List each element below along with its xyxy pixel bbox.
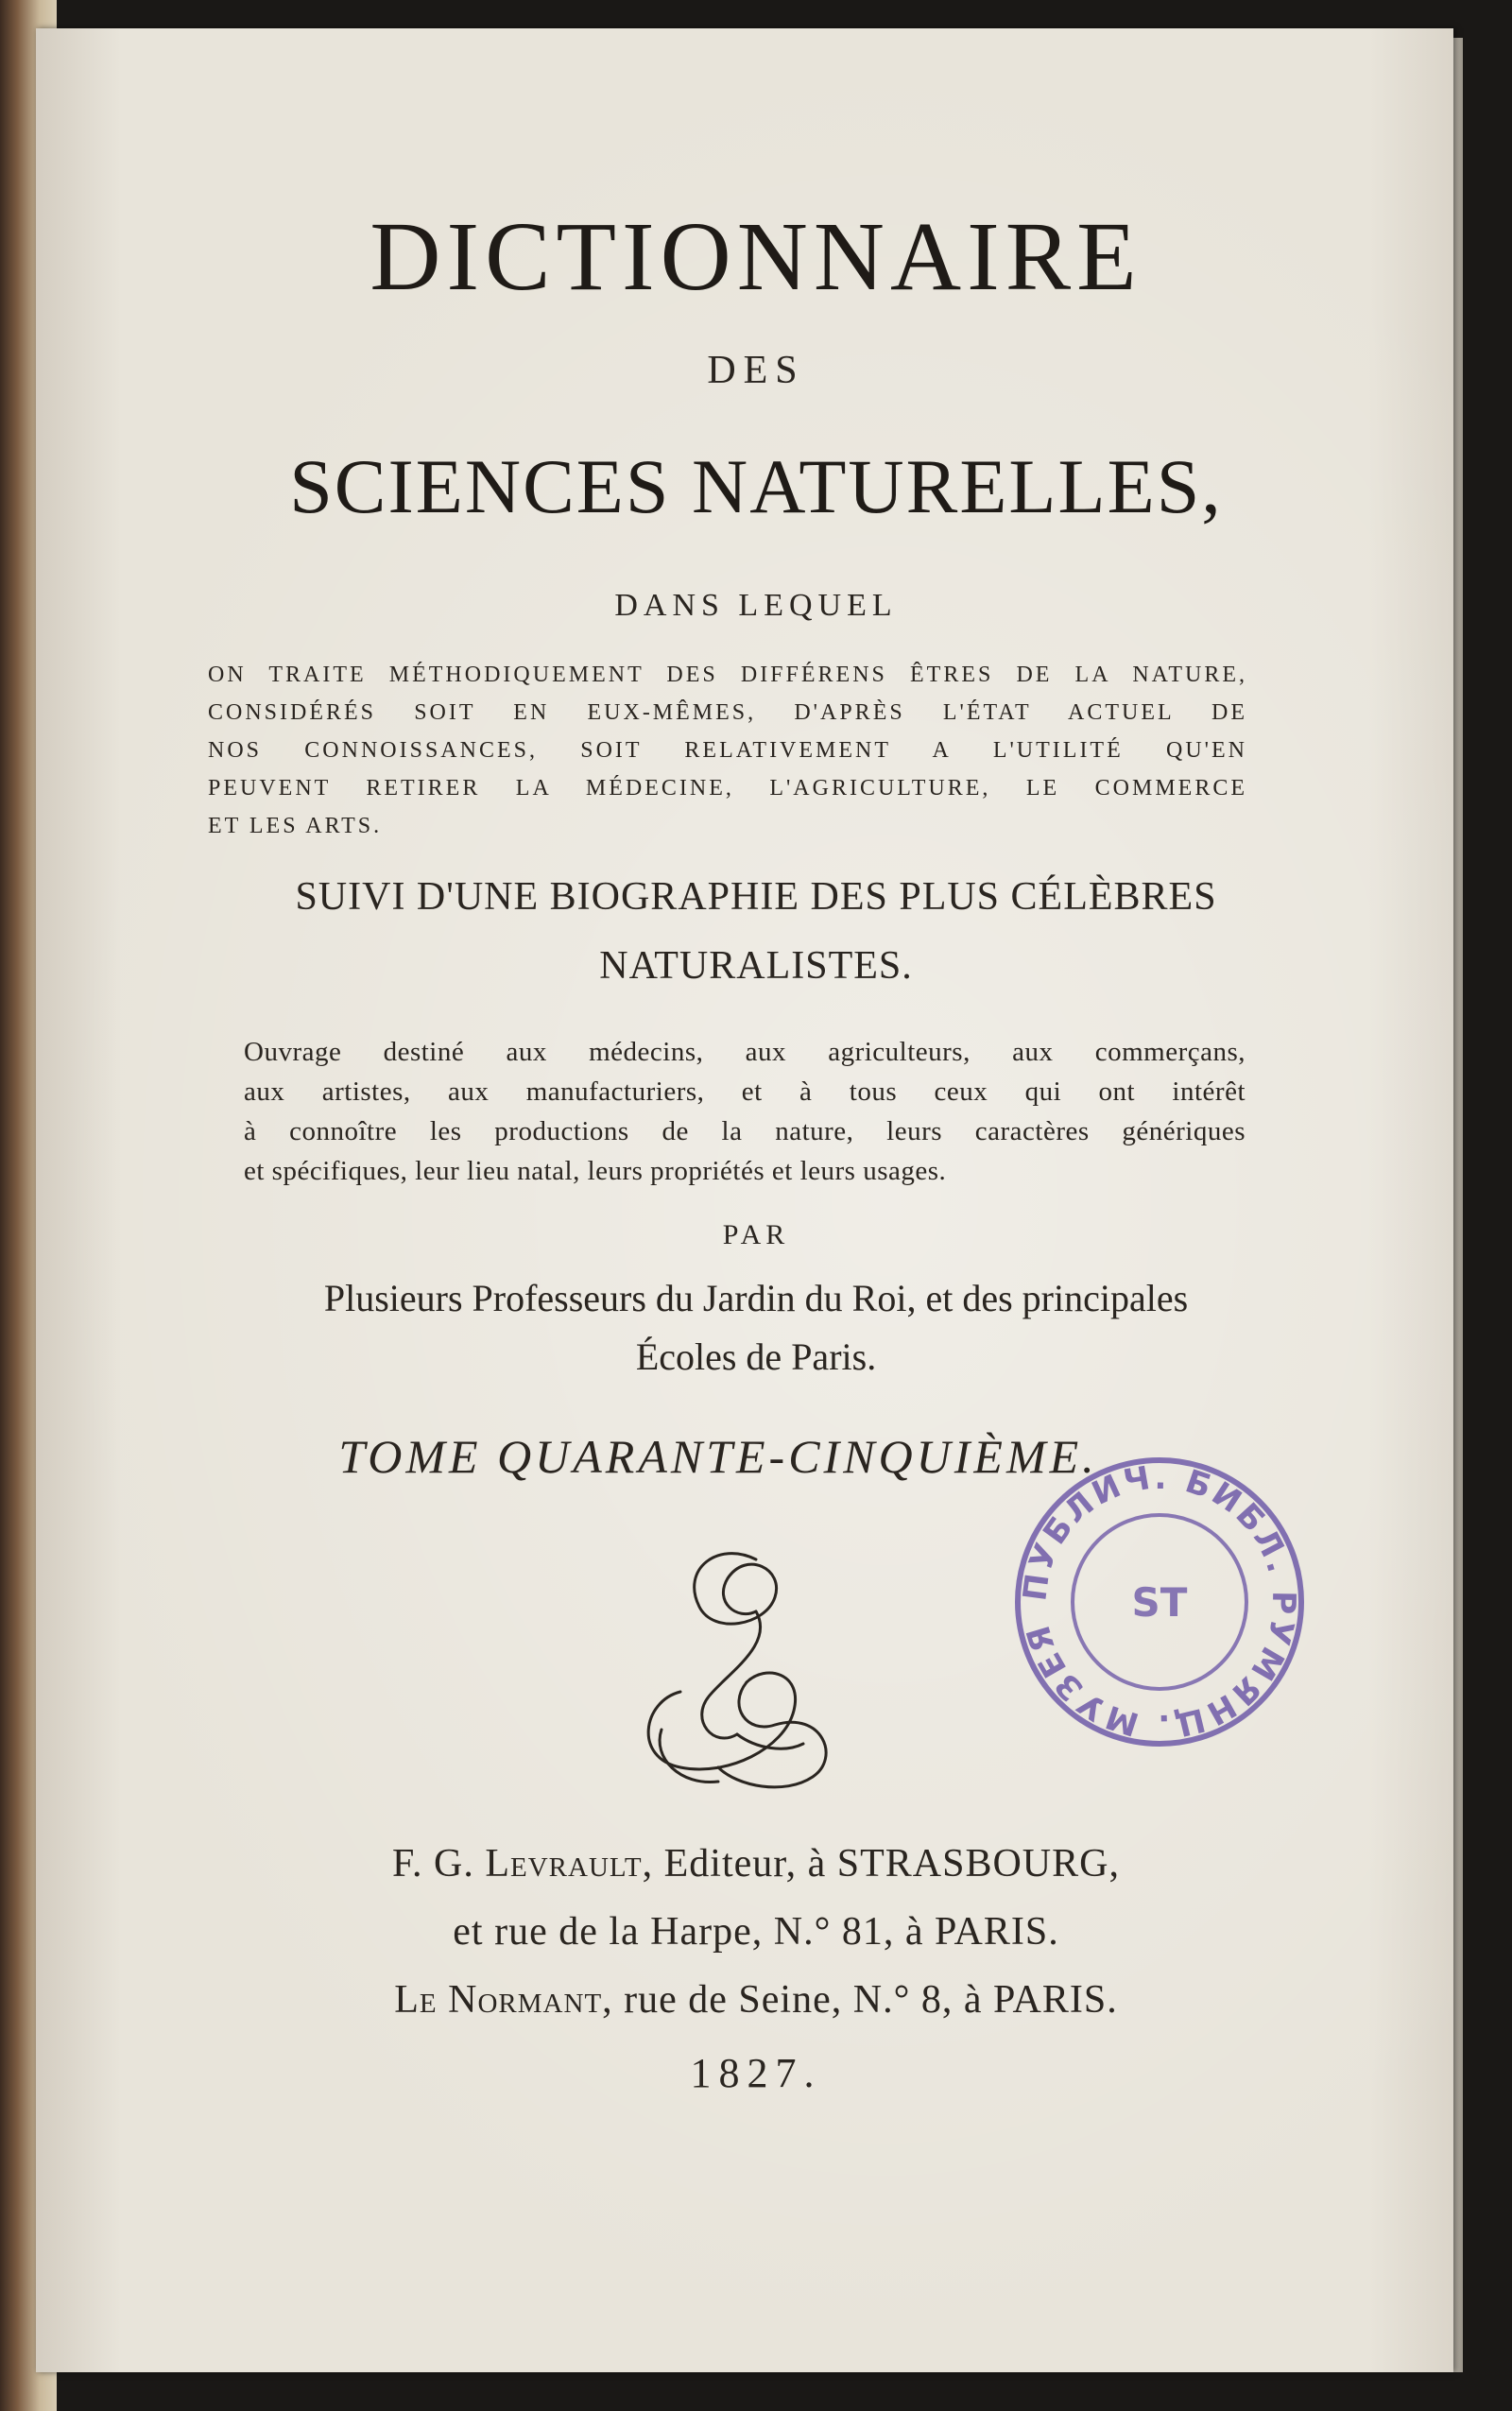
imprint-line-2: et rue de la Harpe, N.° 81, à PARIS. — [453, 1910, 1059, 1954]
stamp-text: ПУБЛИЧ. БИБЛ. РУМЯНЦ. МУЗЕЯ — [1016, 1458, 1303, 1746]
subtitle-dans-lequel: DANS LEQUEL — [614, 588, 898, 623]
publication-year: 1827. — [690, 2050, 822, 2096]
title-des: DES — [707, 349, 805, 392]
publisher-detail-2: , rue de Seine, N.° 8, à PARIS. — [602, 1978, 1118, 2022]
ouvrage-block — [244, 1032, 1246, 1191]
title-dictionnaire: DICTIONNAIRE — [369, 202, 1143, 311]
publisher-name: F. G. Levrault — [392, 1842, 643, 1886]
imprint-line-1 — [0, 1841, 1512, 1886]
description-line: NOS CONNOISSANCES, SOIT RELATIVEMENT A L'UTILITÉ QU'EN — [208, 738, 1247, 763]
description-line: ET LES ARTS. — [208, 814, 383, 838]
stamp-center: ST — [1131, 1579, 1188, 1626]
library-stamp — [1004, 1446, 1315, 1758]
tome-label: TOME QUARANTE-CINQUIÈME. — [338, 1430, 1098, 1483]
monogram-ornament — [624, 1531, 860, 1805]
authors-line-1: Plusieurs Professeurs du Jardin du Roi, et des principales — [323, 1277, 1189, 1319]
suivi-line-1: SUIVI D'UNE BIOGRAPHIE DES PLUS CÉLÈBRES — [295, 875, 1217, 919]
description-block — [208, 656, 1247, 845]
par-label: PAR — [722, 1219, 790, 1250]
ouvrage-line: à connoître les productions de la nature, leurs caractères génériques — [244, 1116, 1246, 1146]
description-line: ON TRAITE MÉTHODIQUEMENT DES DIFFÉRENS ÊTRES DE LA NATURE, — [208, 663, 1247, 687]
imprint-line-3 — [0, 1977, 1512, 2023]
ouvrage-line: et spécifiques, leur lieu natal, leurs propriétés et leurs usages. — [244, 1156, 947, 1186]
authors-line-2: Écoles de Paris. — [635, 1335, 877, 1378]
title-sciences-naturelles: SCIENCES NATURELLES, — [289, 443, 1223, 529]
suivi-line-2: NATURALISTES. — [599, 944, 913, 988]
publisher-name-2: Le Normant — [394, 1978, 603, 2022]
publisher-detail: , Editeur, à STRASBOURG, — [642, 1842, 1120, 1886]
description-line: CONSIDÉRÉS SOIT EN EUX-MÊMES, D'APRÈS L'ÉTAT ACTUEL DE — [208, 700, 1247, 725]
ouvrage-line: aux artistes, aux manufacturiers, et à tous ceux qui ont intérêt — [244, 1076, 1246, 1107]
description-line: PEUVENT RETIRER LA MÉDECINE, L'AGRICULTURE, LE COMMERCE — [208, 776, 1247, 801]
ouvrage-line: Ouvrage destiné aux médecins, aux agriculteurs, aux commerçans, — [244, 1037, 1246, 1067]
